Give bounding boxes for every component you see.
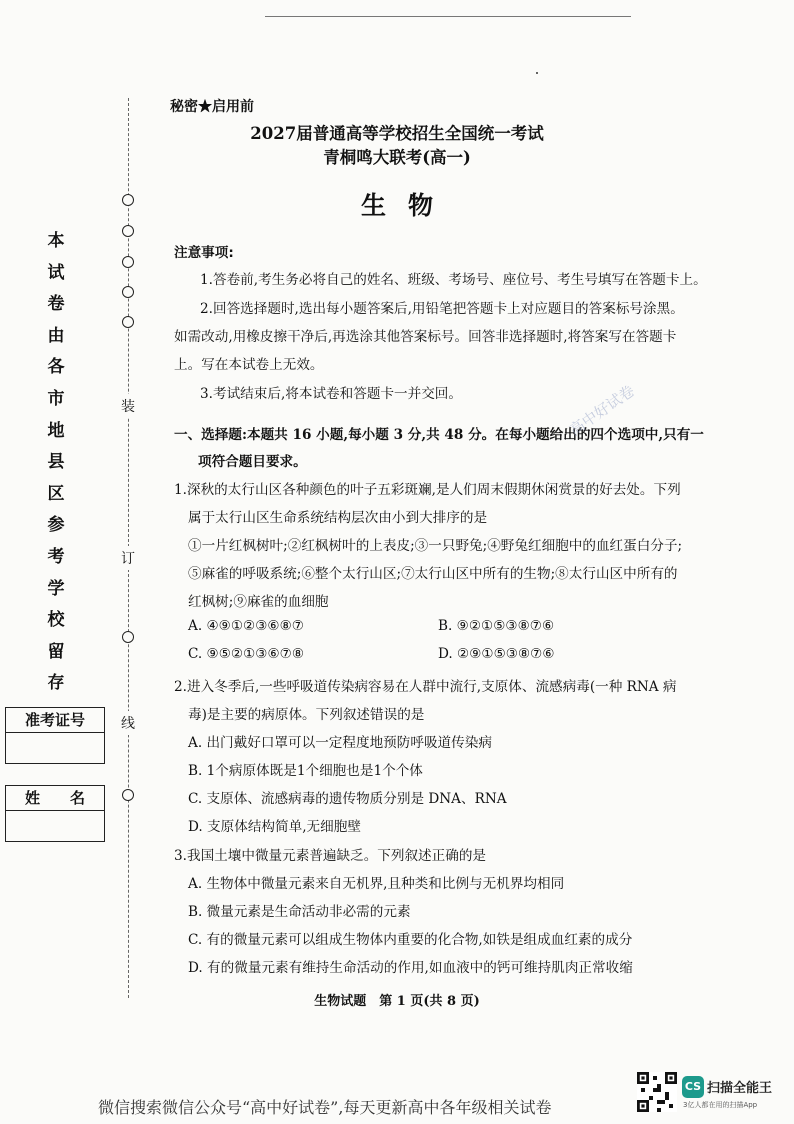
note-2-cont: 上。写在本试卷上无效。 [174,357,324,373]
question-1-option-a: A. ④⑨①②③⑥⑧⑦ [188,618,304,634]
question-2-option-d: D. 支原体结构简单,无细胞壁 [188,819,361,835]
vertical-char: 卷 [47,294,65,315]
vertical-char: 由 [47,325,65,346]
note-3: 3.考试结束后,将本试卷和答题卡一并交回。 [200,386,462,402]
question-1-stem: ⑤麻雀的呼吸系统;⑥整个太行山区;⑦太行山区中所有的生物;⑧太行山区中所有的 [188,566,678,582]
vertical-char: 学 [47,578,65,599]
vertical-char: 各 [47,357,65,378]
vertical-retain-note [44,226,68,700]
watermark: 高中好试卷 [566,381,638,440]
question-3-option-a: A. 生物体中微量元素来自无机界,且种类和比例与无机界均相同 [188,876,565,892]
name-box [5,785,105,842]
binding-hole [122,286,134,298]
vertical-char: 留 [47,641,65,662]
confidential-mark: 秘密★启用前 [170,99,254,115]
camscanner-tagline: 3亿人都在用的扫描App [683,1101,758,1109]
question-1-stem: ①一片红枫树叶;②红枫树叶的上表皮;③一只野兔;④野兔红细胞中的血红蛋白分子; [188,538,683,554]
vertical-char: 存 [47,673,65,694]
question-3-stem: 3.我国土壤中微量元素普遍缺乏。下列叙述正确的是 [174,848,487,864]
vertical-char: 校 [47,610,65,631]
name-label: 姓 名 [6,786,104,811]
admission-number-box [5,707,105,764]
camscanner-logo: CS [682,1076,704,1098]
exam-subtitle: 青桐鸣大联考(高一) [323,148,471,167]
question-2-option-c: C. 支原体、流感病毒的遗传物质分别是 DNA、RNA [188,791,507,807]
notes-heading: 注意事项: [174,245,234,261]
subject-title: 生物 [360,191,455,220]
question-1-stem: 属于太行山区生命系统结构层次由小到大排序的是 [188,510,488,526]
question-2-option-b: B. 1个病原体既是1个细胞也是1个个体 [188,763,423,779]
name-field[interactable] [6,811,104,841]
vertical-char: 考 [47,546,65,567]
admission-number-label: 准考证号 [6,708,104,733]
vertical-char: 地 [47,420,65,441]
binding-label-xian: 线 [121,711,135,735]
question-1-stem: 1.深秋的太行山区各种颜色的叶子五彩斑斓,是人们周末假期休闲赏景的好去处。下列 [174,482,681,498]
question-2-stem: 2.进入冬季后,一些呼吸道传染病容易在人群中流行,支原体、流感病毒(一种 RNA 病 [174,679,677,695]
vertical-char: 参 [47,515,65,536]
binding-hole [122,789,134,801]
question-1-option-d: D. ②⑨①⑤③⑧⑦⑥ [438,646,555,662]
question-3-option-b: B. 微量元素是生命活动非必需的元素 [188,904,411,920]
note-2-cont: 如需改动,用橡皮擦干净后,再选涂其他答案标号。回答非选择题时,将答案写在答题卡 [174,329,677,345]
page-footer: 生物试题 第 1 页(共 8 页) [314,994,480,1009]
binding-label-ding: 订 [121,546,135,570]
binding-label-zhuang: 装 [121,394,135,418]
admission-number-field[interactable] [6,733,104,763]
binding-hole [122,316,134,328]
question-3-option-c: C. 有的微量元素可以组成生物体内重要的化合物,如铁是组成血红素的成分 [188,932,633,948]
camscanner-name: 扫描全能王 [707,1081,773,1096]
question-1-stem: 红枫树;⑨麻雀的血细胞 [188,594,329,610]
vertical-char: 本 [47,231,65,251]
vertical-char: 县 [47,452,65,473]
binding-hole [122,256,134,268]
question-1-option-c: C. ⑨⑤②①③⑥⑦⑧ [188,646,305,662]
section-heading-cont: 项符合题目要求。 [198,454,307,470]
note-1: 1.答卷前,考生务必将自己的姓名、班级、考场号、座位号、考生号填写在答题卡上。 [200,272,707,288]
question-2-stem: 毒)是主要的病原体。下列叙述错误的是 [188,707,425,723]
top-rule [265,16,631,17]
vertical-char: 区 [47,483,65,504]
promo-note: 微信搜索微信公众号“高中好试卷”,每天更新高中各年级相关试卷 [98,1098,552,1117]
qr-code-icon [637,1072,677,1112]
question-3-option-d: D. 有的微量元素有维持生命活动的作用,如血液中的钙可维持肌肉正常收缩 [188,960,633,976]
question-2-option-a: A. 出门戴好口罩可以一定程度地预防呼吸道传染病 [188,735,492,751]
binding-hole [122,631,134,643]
binding-hole [122,225,134,237]
note-2: 2.回答选择题时,选出每小题答案后,用铅笔把答题卡上对应题目的答案标号涂黑。 [200,301,684,317]
speck [536,72,538,74]
section-heading: 一、选择题:本题共 16 小题,每小题 3 分,共 48 分。在每小题给出的四个选项中,只有一 [174,427,704,443]
exam-title: 2027届普通高等学校招生全国统一考试 [250,124,544,143]
vertical-char: 市 [47,388,65,409]
vertical-char: 试 [47,262,65,283]
question-1-option-b: B. ⑨②①⑤③⑧⑦⑥ [438,618,555,634]
